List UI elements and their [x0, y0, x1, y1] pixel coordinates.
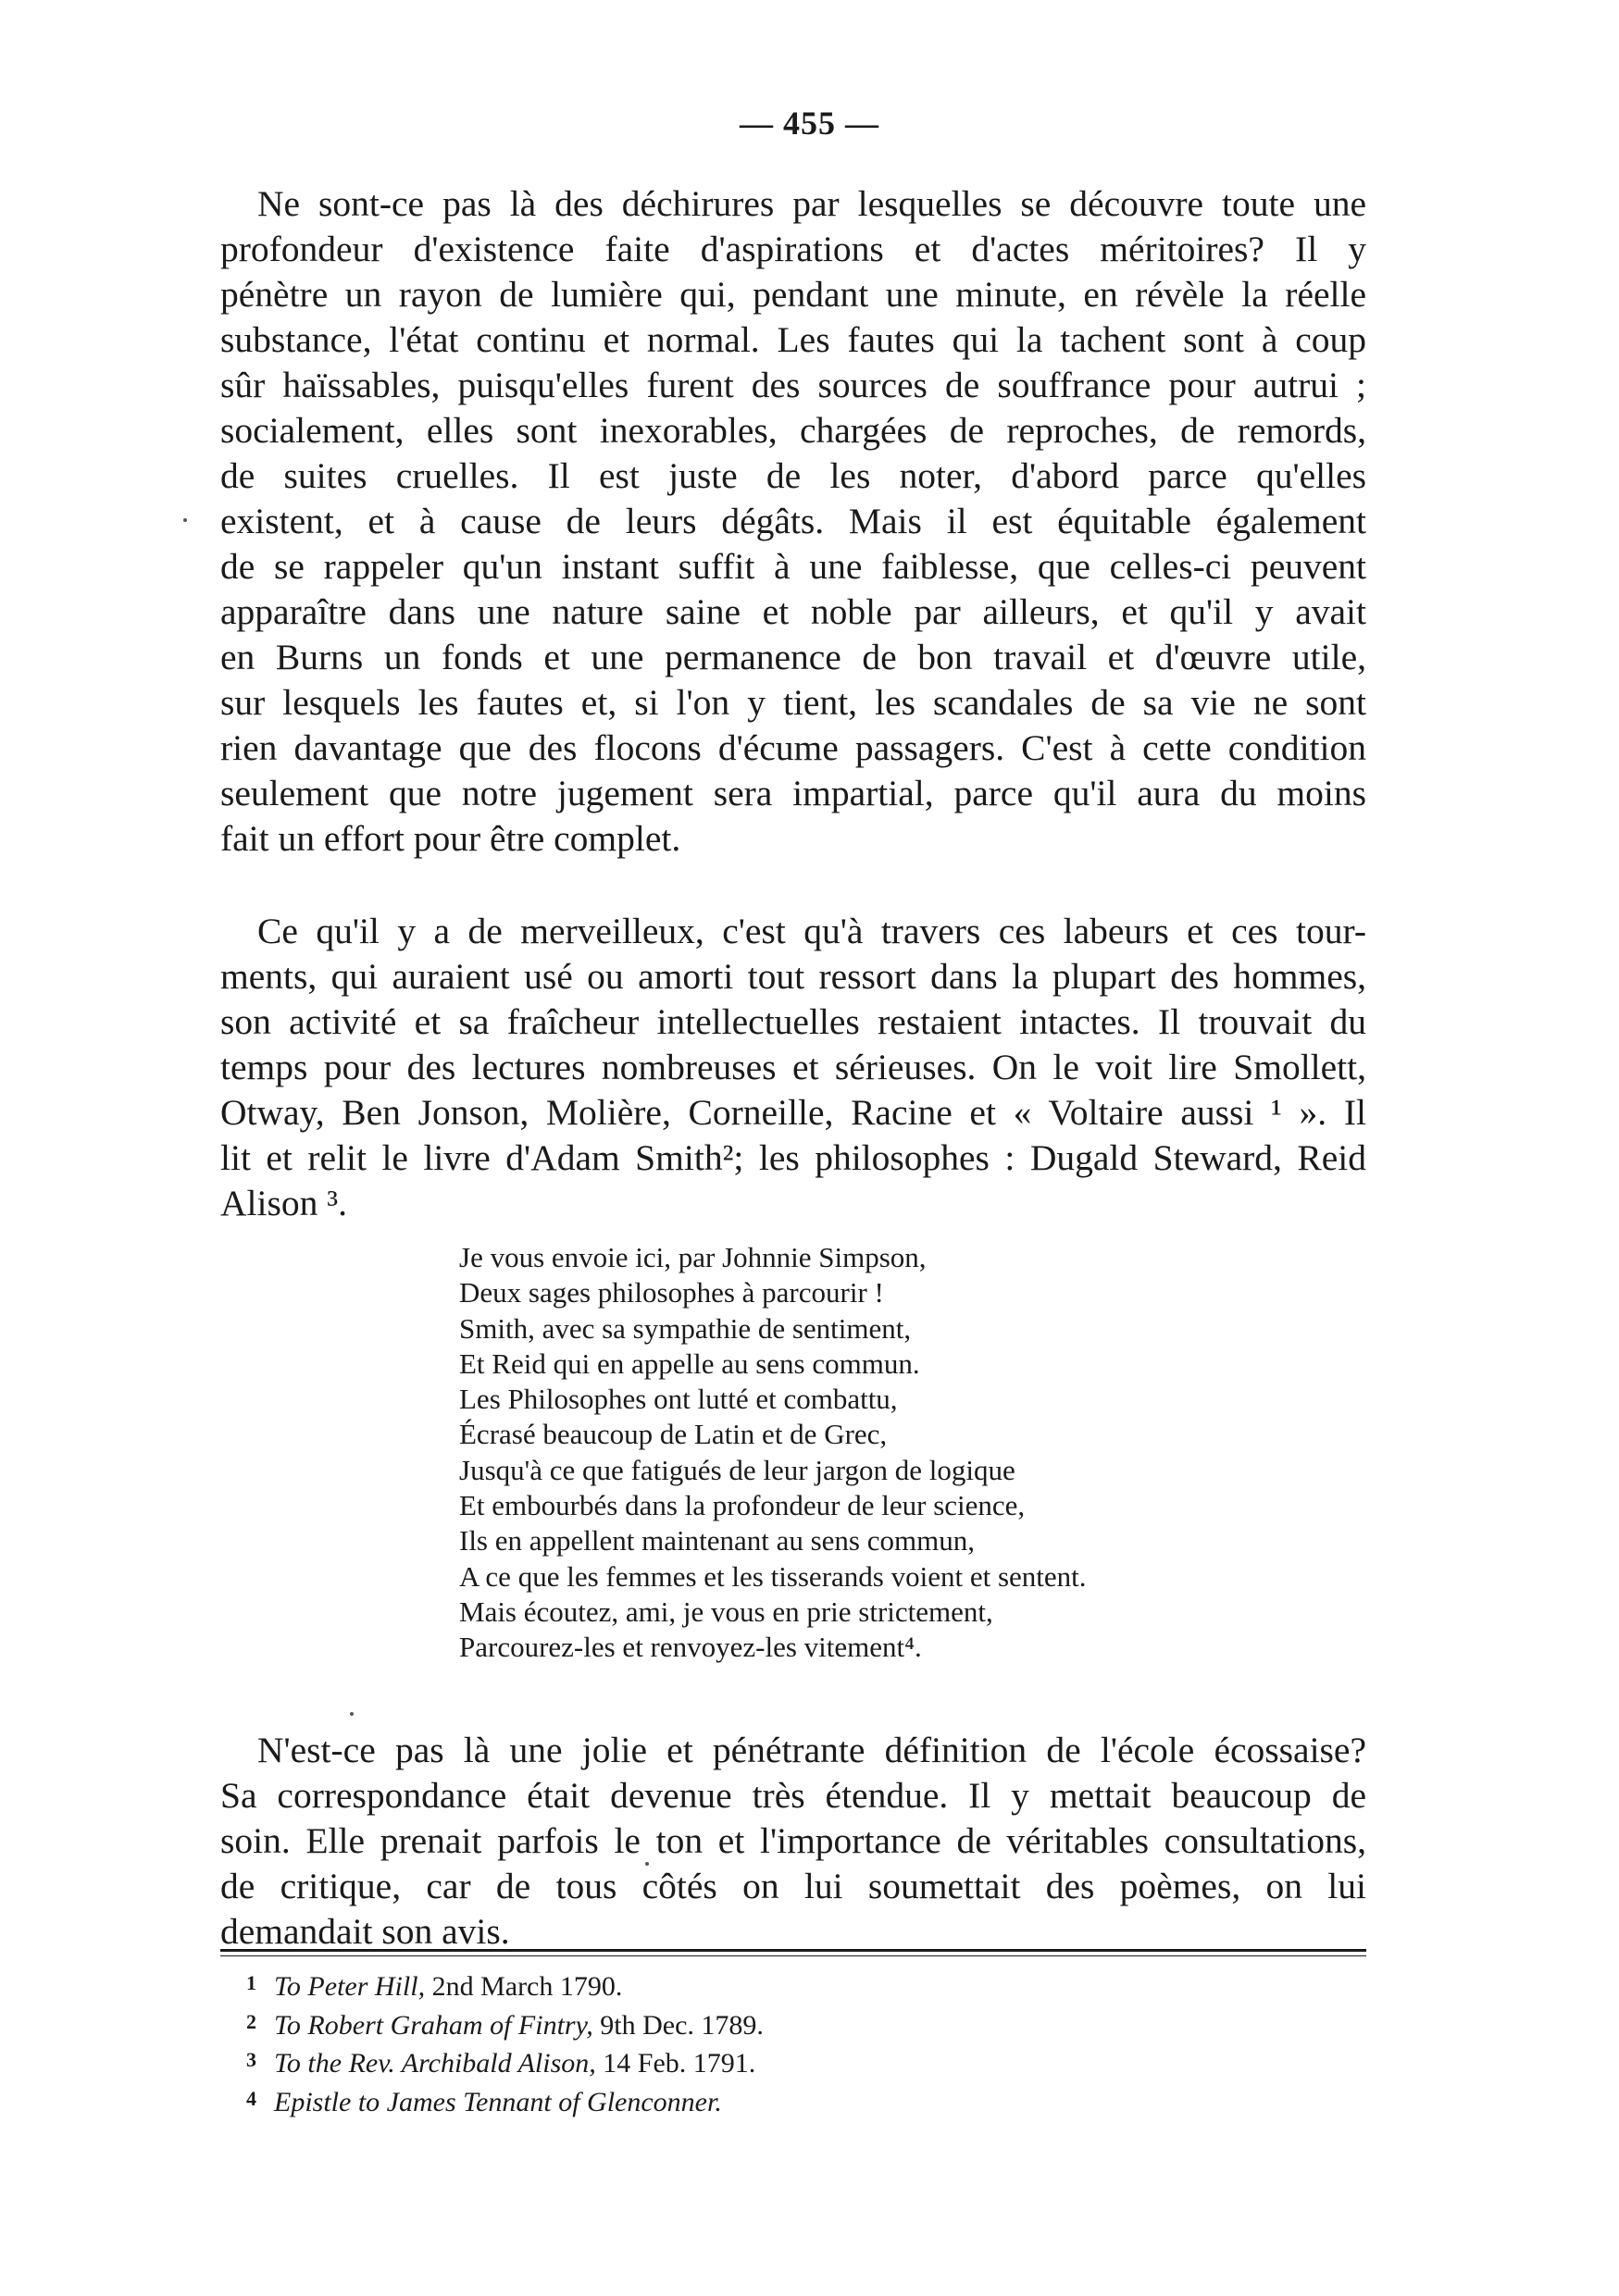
footnote	[246, 2081, 764, 2120]
text-line: seulement que notre jugement sera impartial, parce qu'il aura du moins	[220, 773, 1366, 813]
text-line: socialement, elles sont inexorables, chargées de reproches, de remords,	[220, 410, 1366, 451]
footnote-date: 14 Feb. 1791.	[595, 2048, 756, 2079]
footnote	[246, 1966, 764, 2004]
footnotes	[246, 1966, 764, 2119]
footnote-date: 2nd March 1790.	[425, 1971, 623, 2002]
footnote-date: 9th Dec. 1789.	[592, 2009, 764, 2041]
page-number: — 455 —	[740, 105, 879, 142]
text-line: pénètre un rayon de lumière qui, pendant une minute, en révèle la réelle	[220, 274, 1366, 315]
text-line: Ce qu'il y a de merveilleux, c'est qu'à travers ces labeurs et ces tour-	[257, 911, 1366, 951]
text-line: existent, et à cause de leurs dégâts. Mais il est équitable également	[220, 501, 1366, 541]
text-line: Sa correspondance était devenue très étendue. Il y mettait beaucoup de	[220, 1775, 1366, 1816]
text-line: sûr haïssables, puisqu'elles furent des sources de souffrance pour autrui ;	[220, 365, 1366, 405]
paper-speck	[350, 1712, 354, 1716]
text-line: de critique, car de tous côtés on lui soumettait des poèmes, on lui	[220, 1866, 1366, 1906]
verse-line: Jusqu'à ce que fatigués de leur jargon de logique	[459, 1453, 1015, 1486]
text-line: apparaître dans une nature saine et noble par ailleurs, et qu'il y avait	[220, 591, 1366, 632]
text-line: Alison ³.	[220, 1183, 347, 1223]
footnote-number: 4	[246, 2086, 256, 2110]
text-line: sur lesquels les fautes et, si l'on y tient, les scandales de sa vie ne sont	[220, 682, 1366, 723]
paragraph-3	[220, 1728, 1366, 1955]
verse-line: A ce que les femmes et les tisserands voient et sentent.	[459, 1559, 1087, 1593]
footnote	[246, 2042, 764, 2081]
footnote	[246, 2004, 764, 2043]
verse-line: Mais écoutez, ami, je vous en prie strictement,	[459, 1595, 993, 1628]
footnote-title: To Robert Graham of Fintry,	[274, 2009, 593, 2041]
text-line: rien davantage que des flocons d'écume passagers. C'est à cette condition	[220, 727, 1366, 768]
text-line: soin. Elle prenait parfois le ton et l'importance de véritables consultations,	[220, 1820, 1366, 1861]
verse-line: Ils en appellent maintenant au sens commun,	[459, 1524, 975, 1558]
text-line: de suites cruelles. Il est juste de les noter, d'abord parce qu'elles	[220, 455, 1366, 496]
footnote-title: To the Rev. Archibald Alison,	[274, 2048, 596, 2079]
text-line: en Burns un fonds et une permanence de bon travail et d'œuvre utile,	[220, 637, 1366, 677]
footnote-title: To Peter Hill,	[274, 1971, 426, 2002]
paper-speck	[183, 518, 187, 522]
verse-line: Smith, avec sa sympathie de sentiment,	[459, 1311, 912, 1345]
verse-line: Je vous envoie ici, par Johnnie Simpson,	[459, 1241, 927, 1273]
verse-quotation	[459, 1240, 1087, 1666]
text-line: Otway, Ben Jonson, Molière, Corneille, Racine et « Voltaire aussi ¹ ». Il	[220, 1092, 1366, 1133]
text-line: lit et relit le livre d'Adam Smith²; les philosophes : Dugald Steward, Reid	[220, 1137, 1366, 1178]
paper-speck	[645, 1862, 649, 1866]
text-line: demandait son avis.	[220, 1911, 510, 1952]
text-line: Ne sont-ce pas là des déchirures par lesquelles se découvre toute une	[257, 183, 1366, 224]
verse-line: Et embourbés dans la profondeur de leur science,	[459, 1489, 1026, 1522]
paragraph-2	[220, 909, 1366, 1226]
footnote-number: 1	[246, 1971, 256, 1994]
footnote-rule	[220, 1949, 1366, 1952]
text-line: temps pour des lectures nombreuses et sérieuses. On le voit lire Smollett,	[220, 1047, 1366, 1087]
paragraph-1	[220, 181, 1366, 862]
verse-line: Écrasé beaucoup de Latin et de Grec,	[459, 1418, 888, 1451]
text-line: son activité et sa fraîcheur intellectuelles restaient intactes. Il trouvait du	[220, 1001, 1366, 1042]
verse-line: Parcourez-les et renvoyez-les vitement⁴.	[459, 1631, 922, 1664]
text-line: ments, qui auraient usé ou amorti tout ressort dans la plupart des hommes,	[220, 956, 1366, 997]
footnote-number: 2	[246, 2009, 256, 2033]
verse-line: Deux sages philosophes à parcourir !	[459, 1276, 884, 1309]
verse-line: Et Reid qui en appelle au sens commun.	[459, 1347, 920, 1380]
text-line: N'est-ce pas là une jolie et pénétrante définition de l'école écossaise?	[257, 1730, 1366, 1770]
text-line: fait un effort pour être complet.	[220, 818, 681, 859]
footnote-number: 3	[246, 2048, 256, 2071]
footnote-rule-thin	[220, 1955, 1366, 1956]
verse-line: Les Philosophes ont lutté et combattu,	[459, 1383, 898, 1416]
text-line: substance, l'état continu et normal. Les fautes qui la tachent sont à coup	[220, 319, 1366, 360]
text-line: profondeur d'existence faite d'aspirations et d'actes méritoires? Il y	[220, 229, 1366, 269]
text-line: de se rappeler qu'un instant suffit à une faiblesse, que celles-ci peuvent	[220, 546, 1366, 587]
footnote-title: Epistle to James Tennant of Glenconner.	[274, 2086, 722, 2117]
